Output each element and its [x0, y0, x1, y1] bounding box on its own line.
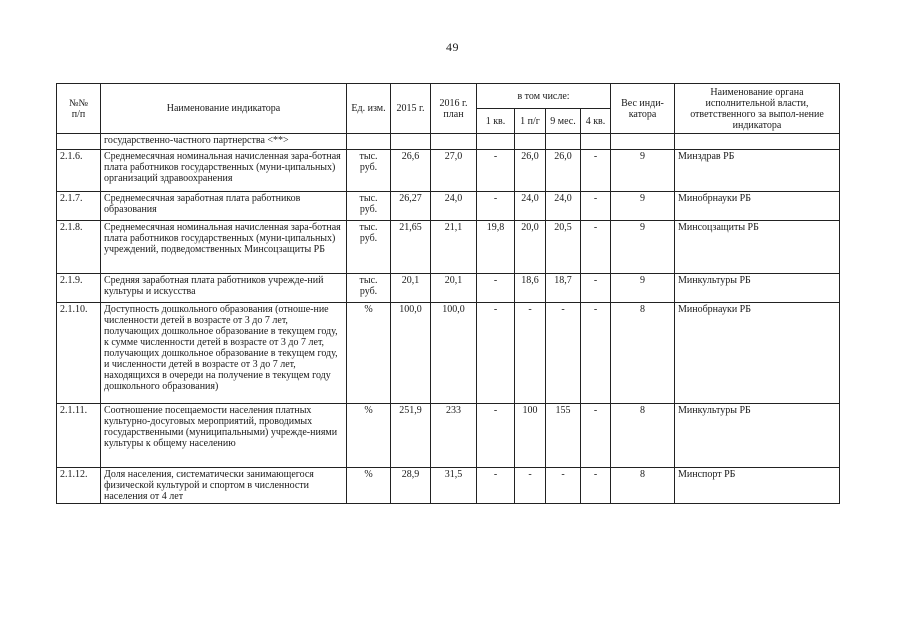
header-h1: 1 п/г [515, 109, 546, 134]
cell-empty [477, 134, 515, 150]
row-h1: - [515, 468, 546, 504]
row-2016: 20,1 [431, 274, 477, 303]
row-authority: Минобрнауки РБ [675, 192, 840, 221]
row-h1: 26,0 [515, 150, 546, 192]
table-row [57, 150, 840, 192]
row-authority: Минкультуры РБ [675, 404, 840, 468]
table-row [57, 468, 840, 504]
row-unit: тыс. руб. [347, 221, 391, 274]
row-name: Среднемесячная номинальная начисленная зара-ботная плата работников государственных (муни-ципальных) учреждений, подведомственных Минсоцзащиты РБ [101, 221, 347, 274]
row-9m: 24,0 [546, 192, 581, 221]
header-name: Наименование индикатора [101, 84, 347, 134]
row-name: Доступность дошкольного образования (отноше-ние численности детей в возрасте от 3 до 7 лет, получающих дошкольное образование в текущем году, к сумме численности детей в возрасте от 3 до 7 лет, получающих дошкольное образование в текущем году, и численности детей в возрасте от 3 до 7 лет, находящихся в очереди на получение в текущем году дошкольного образования) [101, 303, 347, 404]
header-2016 [431, 84, 477, 134]
row-num: 2.1.8. [57, 221, 101, 274]
cell-empty [611, 134, 675, 150]
row-num: 2.1.12. [57, 468, 101, 504]
row-q4: - [581, 221, 611, 274]
row-weight: 8 [611, 404, 675, 468]
table-row [57, 303, 840, 404]
header-9m: 9 мес. [546, 109, 581, 134]
cell-num [57, 134, 101, 150]
row-authority: Минобрнауки РБ [675, 303, 840, 404]
row-2016: 100,0 [431, 303, 477, 404]
row-unit: % [347, 303, 391, 404]
row-q1: - [477, 150, 515, 192]
row-9m: 26,0 [546, 150, 581, 192]
row-2015: 26,27 [391, 192, 431, 221]
row-name: Соотношение посещаемости населения платных культурно-досуговых мероприятий, проводимых государственными (муниципальными) учрежде-ниями культуры к общему населению [101, 404, 347, 468]
row-2015: 26,6 [391, 150, 431, 192]
row-2015: 20,1 [391, 274, 431, 303]
table-row [57, 221, 840, 274]
row-unit: тыс. руб. [347, 192, 391, 221]
row-2016: 31,5 [431, 468, 477, 504]
row-weight: 9 [611, 150, 675, 192]
header-q4: 4 кв. [581, 109, 611, 134]
table-row [57, 192, 840, 221]
table-row [57, 274, 840, 303]
cell-empty [391, 134, 431, 150]
cell-empty [515, 134, 546, 150]
header-weight [611, 84, 675, 134]
row-9m: - [546, 303, 581, 404]
header-unit: Ед. изм. [347, 84, 391, 134]
row-2015: 251,9 [391, 404, 431, 468]
row-h1: - [515, 303, 546, 404]
row-q1: - [477, 468, 515, 504]
row-2015: 28,9 [391, 468, 431, 504]
cell-empty [431, 134, 477, 150]
header-authority: Наименование органа исполнительной власти, ответственного за выпол-нение индикатора [675, 84, 840, 134]
header-including: в том числе: [477, 84, 611, 109]
row-h1: 24,0 [515, 192, 546, 221]
header-2016-text: 2016 г. план [439, 97, 468, 120]
header-q1: 1 кв. [477, 109, 515, 134]
row-authority: Минкультуры РБ [675, 274, 840, 303]
page-number: 49 [446, 40, 459, 54]
row-num: 2.1.7. [57, 192, 101, 221]
row-weight: 8 [611, 303, 675, 404]
row-q4: - [581, 468, 611, 504]
row-authority: Минсоцзащиты РБ [675, 221, 840, 274]
row-2016: 27,0 [431, 150, 477, 192]
row-name: Среднемесячная номинальная начисленная зара-ботная плата работников государственных (муни-ципальных) организаций здравоохранения [101, 150, 347, 192]
row-unit: тыс. руб. [347, 274, 391, 303]
row-weight: 9 [611, 274, 675, 303]
row-q4: - [581, 404, 611, 468]
row-q1: - [477, 404, 515, 468]
row-q4: - [581, 192, 611, 221]
row-q4: - [581, 274, 611, 303]
row-9m: - [546, 468, 581, 504]
header-num-text: №№ п/п [68, 97, 89, 120]
row-h1: 20,0 [515, 221, 546, 274]
row-2016: 24,0 [431, 192, 477, 221]
row-2015: 100,0 [391, 303, 431, 404]
row-num: 2.1.10. [57, 303, 101, 404]
row-name: Средняя заработная плата работников учрежде-ний культуры и искусства [101, 274, 347, 303]
row-q1: 19,8 [477, 221, 515, 274]
continuation-row [57, 134, 840, 150]
cell-empty [546, 134, 581, 150]
row-unit: тыс. руб. [347, 150, 391, 192]
row-authority: Минздрав РБ [675, 150, 840, 192]
continuation-text: государственно-частного партнерства <**> [101, 134, 347, 150]
row-weight: 8 [611, 468, 675, 504]
row-unit: % [347, 468, 391, 504]
row-num: 2.1.6. [57, 150, 101, 192]
row-9m: 18,7 [546, 274, 581, 303]
row-9m: 20,5 [546, 221, 581, 274]
header-num [57, 84, 101, 134]
row-h1: 100 [515, 404, 546, 468]
row-2016: 233 [431, 404, 477, 468]
row-q4: - [581, 303, 611, 404]
row-q1: - [477, 192, 515, 221]
table-row [57, 404, 840, 468]
cell-empty [347, 134, 391, 150]
row-q1: - [477, 274, 515, 303]
row-unit: % [347, 404, 391, 468]
row-num: 2.1.11. [57, 404, 101, 468]
header-2015: 2015 г. [391, 84, 431, 134]
row-weight: 9 [611, 192, 675, 221]
cell-empty [581, 134, 611, 150]
row-name: Среднемесячная заработная плата работников образования [101, 192, 347, 221]
row-2015: 21,65 [391, 221, 431, 274]
row-h1: 18,6 [515, 274, 546, 303]
row-2016: 21,1 [431, 221, 477, 274]
header-weight-text: Вес инди- катора [621, 97, 664, 120]
row-q1: - [477, 303, 515, 404]
cell-empty [675, 134, 840, 150]
row-9m: 155 [546, 404, 581, 468]
row-weight: 9 [611, 221, 675, 274]
indicators-table [56, 83, 840, 504]
row-authority: Минспорт РБ [675, 468, 840, 504]
row-q4: - [581, 150, 611, 192]
row-name: Доля населения, систематически занимающегося физической культурой и спортом в численности населения от 4 лет [101, 468, 347, 504]
row-num: 2.1.9. [57, 274, 101, 303]
